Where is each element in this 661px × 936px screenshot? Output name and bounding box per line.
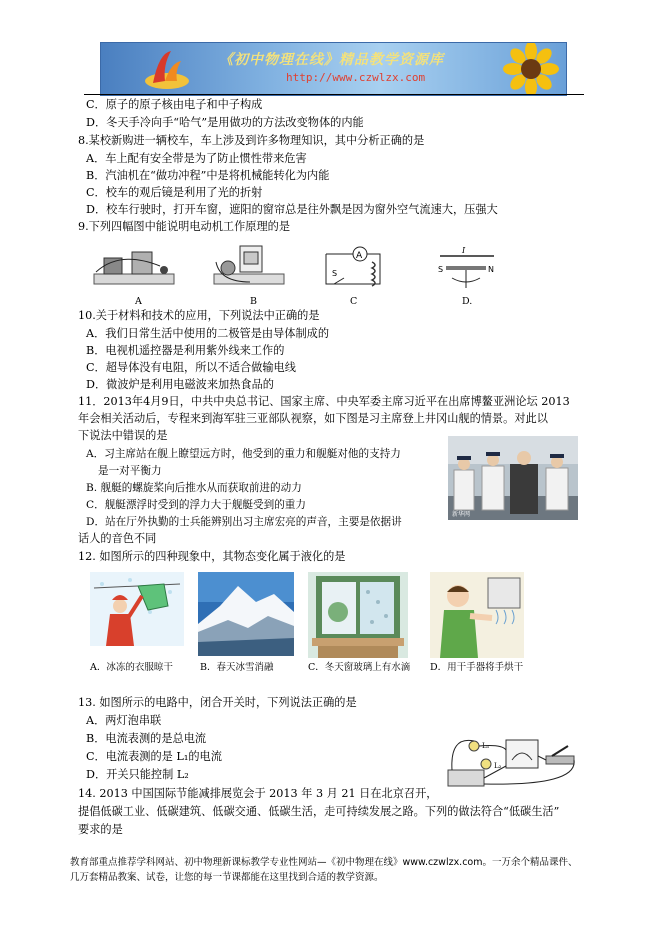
- q9-label-a: A: [135, 296, 142, 307]
- q7-option-c: C．原子的原子核由电子和中子构成: [86, 98, 263, 111]
- q9-figure-d: [432, 246, 502, 292]
- q11-stem-line2: 年会相关活动后，专程来到海军驻三亚部队视察，如下图是习主席登上井冈山舰的情景。对此以: [78, 412, 548, 425]
- q9-c-switch-label: S: [332, 269, 338, 278]
- q9-d-pole-s: S: [438, 265, 444, 274]
- q8-stem: 8.某校新购进一辆校车，车上涉及到许多物理知识，其中分析正确的是: [78, 134, 425, 147]
- q13-label-l2: L₂: [494, 762, 502, 770]
- q13-option-c: C．电流表测的是 L₁的电流: [86, 750, 222, 763]
- q8-option-c: C．校车的观后镜是利用了光的折射: [86, 186, 263, 199]
- q9-d-pole-n: N: [488, 265, 494, 274]
- q7-option-d: D．冬天手冷向手“哈气”是用做功的方法改变物体的内能: [86, 116, 364, 129]
- q9-figure-b: [210, 242, 290, 294]
- q11-option-a-line1: A．习主席站在舰上瞭望远方时，他受到的重力和舰艇对他的支持力: [86, 448, 401, 460]
- footer-line2: 几万套精品教案、试卷，让您的每一节课都能在这里找到合适的教学资源。: [70, 872, 384, 883]
- q12-image-a-frozen-clothes: [90, 572, 184, 658]
- q11-stem-line3: 下说法中错误的是: [78, 429, 168, 442]
- q12-image-b-melting-snow: [198, 572, 294, 656]
- header-banner: [100, 42, 567, 96]
- site-logo-icon: [141, 47, 193, 91]
- q8-option-b: B．汽油机在“做功冲程”中是将机械能转化为内能: [86, 169, 330, 182]
- q10-stem: 10.关于材料和技术的应用，下列说法中正确的是: [78, 309, 320, 322]
- q13-label-l1: L₁: [482, 742, 490, 750]
- sunflower-icon: [496, 43, 566, 95]
- q9-figure-a: [90, 244, 180, 294]
- q9-figure-c: [322, 244, 388, 290]
- q9-d-current-label: I: [462, 246, 466, 255]
- q12-stem: 12. 如图所示的四种现象中，其物态变化属于液化的是: [78, 550, 346, 563]
- q14-line1: 14. 2013 中国国际节能减排展览会于 2013 年 3 月 21 日在北京召开，: [78, 787, 438, 800]
- q9-c-ammeter-label: A: [356, 251, 363, 261]
- footer-line1: 教育部重点推荐学科网站、初中物理新课标教学专业性网站—《初中物理在线》www.czwlzx.com。一万余个精品课件、: [70, 857, 578, 868]
- q9-label-b: B: [250, 296, 257, 307]
- q11-stem-line1: 11．2013年4月9日，中共中央总书记、国家主席、中央军委主席习近平在出席博鳌亚洲论坛 2013: [78, 395, 570, 408]
- q12-image-c-window-droplets: [308, 572, 408, 658]
- q8-option-d: D．校车行驶时，打开车窗，遮阳的窗帘总是往外飘是因为窗外空气流速大，压强大: [86, 203, 498, 216]
- q8-option-a: A．车上配有安全带是为了防止惯性带来危害: [86, 152, 307, 165]
- banner-url[interactable]: http://www.czwlzx.com: [286, 71, 426, 84]
- q11-option-c: C．舰艇漂浮时受到的浮力大于舰艇受到的重力: [86, 499, 306, 511]
- q13-option-b: B．电流表测的是总电流: [86, 732, 207, 745]
- q14-line3: 要求的是: [78, 823, 123, 836]
- q12-image-d-hand-dryer: [430, 572, 524, 658]
- q10-option-b: B．电视机遥控器是利用紫外线来工作的: [86, 344, 285, 357]
- q12-caption-a: A．冰冻的衣服晾干: [90, 662, 173, 673]
- q9-stem: 9.下列四幅图中能说明电动机工作原理的是: [78, 220, 291, 233]
- q14-line2: 提倡低碳工业、低碳建筑、低碳交通、低碳生活，走可持续发展之路。下列的做法符合“低碳生活”: [78, 805, 560, 818]
- q11-option-a-line2: 是一对平衡力: [98, 465, 162, 477]
- q11-option-d-line1: D．站在厅外执勤的士兵能辨别出习主席宏亮的声音，主要是依据讲: [86, 516, 402, 528]
- q12-caption-d: D．用干手器将手烘干: [430, 662, 524, 673]
- q9-label-c: C: [350, 296, 358, 307]
- q11-photo-inspection: [448, 436, 578, 520]
- q13-option-a: A．两灯泡串联: [86, 714, 162, 727]
- q10-option-c: C．超导体没有电阻，所以不适合做输电线: [86, 361, 296, 374]
- header-rule: [84, 94, 584, 95]
- banner-title: 《初中物理在线》精品教学资源库: [219, 52, 444, 68]
- q11-photo-caption: 新华网: [452, 511, 471, 518]
- q12-caption-b: B．春天冰雪消融: [200, 662, 274, 673]
- q13-circuit-figure: [442, 726, 578, 792]
- q13-stem: 13. 如图所示的电路中，闭合开关时，下列说法正确的是: [78, 696, 357, 709]
- q11-option-b: B. 舰艇的螺旋桨向后推水从而获取前进的动力: [86, 482, 302, 494]
- q10-option-d: D．微波炉是利用电磁波来加热食品的: [86, 378, 274, 391]
- q10-option-a: A．我们日常生活中使用的二极管是由导体制成的: [86, 327, 330, 340]
- q13-option-d: D．开关只能控制 L₂: [86, 768, 189, 781]
- q12-caption-c: C．冬天窗玻璃上有水滴: [308, 662, 411, 673]
- q11-option-d-line2: 话人的音色不同: [78, 532, 157, 545]
- q9-label-d: D.: [462, 296, 473, 307]
